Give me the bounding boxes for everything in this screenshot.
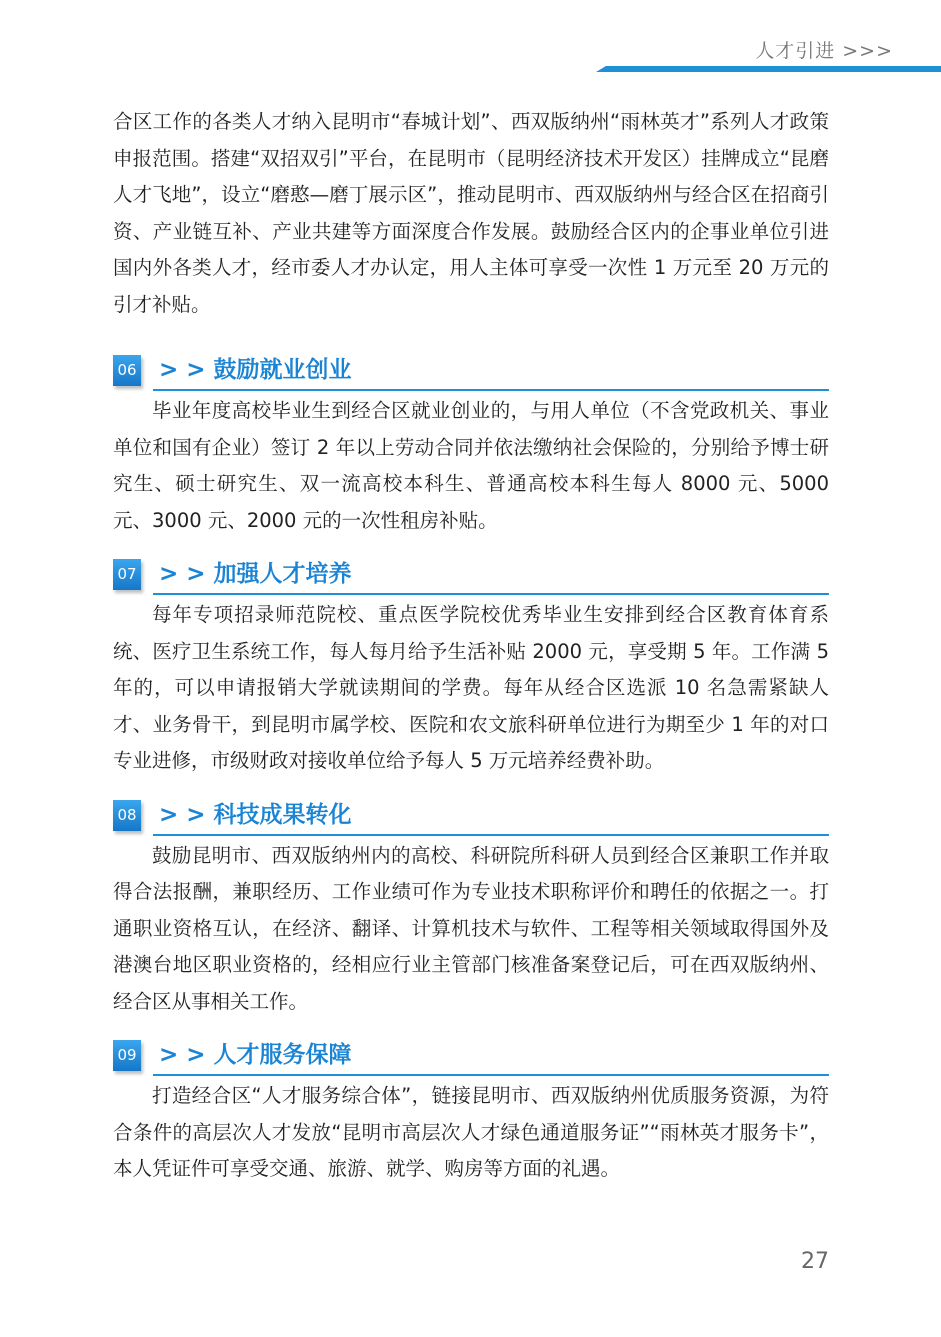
section-number-badge: 09 — [113, 1040, 141, 1071]
section-heading — [113, 1038, 829, 1076]
section-number-badge: 08 — [113, 800, 141, 831]
section-07 — [113, 557, 829, 780]
section-underline — [153, 834, 829, 836]
section-paragraph: 鼓励昆明市、西双版纳州内的高校、科研院所科研人员到经合区兼职工作并取得合法报酬，兼职经历、工作业绩可作为专业技术职称评价和聘任的依据之一。打通职业资格互认，在经济、翻译、计算机技术与软件、工程等相关领域取得国外及港澳台地区职业资格的，经相应行业主管部门核准备案登记后，可在西双版纳州、经合区从事相关工作。 — [113, 843, 829, 1013]
page-content — [113, 104, 829, 1188]
section-number-badge: 07 — [113, 559, 141, 590]
page-header-title: 人才引进 >>> — [755, 40, 893, 62]
section-08 — [113, 798, 829, 1021]
intro-paragraph: 合区工作的各类人才纳入昆明市“春城计划”、西双版纳州“雨林英才”系列人才政策申报范围。搭建“双招双引”平台，在昆明市（昆明经济技术开发区）挂牌成立“昆磨人才飞地”，设立“磨憨—磨丁展示区”，推动昆明市、西双版纳州与经合区在招商引资、产业链互补、产业共建等方面深度合作发展。鼓励经合区内的企事业单位引进国内外各类人才，经市委人才办认定，用人主体可享受一次性 1 万元至 20 万元的引才补贴。 — [113, 110, 829, 316]
section-title: > > 人才服务保障 — [159, 1042, 352, 1068]
section-title: > > 科技成果转化 — [159, 801, 352, 828]
section-underline — [153, 389, 829, 391]
section-title: > > 鼓励就业创业 — [159, 357, 352, 383]
section-underline — [153, 593, 829, 595]
section-09 — [113, 1038, 829, 1188]
section-heading — [113, 798, 829, 836]
section-paragraph: 打造经合区“人才服务综合体”，链接昆明市、西双版纳州优质服务资源，为符合条件的高层次人才发放“昆明市高层次人才绿色通道服务证”“雨林英才服务卡”，本人凭证件可享受交通、旅游、就学、购房等方面的礼遇。 — [113, 1084, 829, 1180]
section-heading — [113, 353, 829, 391]
section-paragraph: 每年专项招录师范院校、重点医学院校优秀毕业生安排到经合区教育体育系统、医疗卫生系统工作，每人每月给予生活补贴 2000 元，享受期 5 年。工作满 5 年的，可以申请报销大学就读期间的学费。每年从经合区选派 10 名急需紧缺人才、业务骨干，到昆明市属学校、医院和农文旅科研单位进行为期至少 1 年的对口专业进修，市级财政对接收单位给予每人 5 万元培养经费补助。 — [113, 603, 829, 772]
section-underline — [153, 1074, 829, 1076]
section-number-badge: 06 — [113, 355, 141, 386]
section-heading — [113, 557, 829, 595]
page-number: 27 — [801, 1249, 829, 1274]
section-paragraph: 毕业年度高校毕业生到经合区就业创业的，与用人单位（不含党政机关、事业单位和国有企业）签订 2 年以上劳动合同并依法缴纳社会保险的，分别给予博士研究生、硕士研究生、双一流高校本科生、普通高校本科生每人 8000 元、5000 元、3000 元、2000 元的一次性租房补贴。 — [113, 399, 829, 532]
section-title: > > 加强人才培养 — [159, 561, 352, 587]
section-06 — [113, 353, 829, 539]
header-accent-rule — [596, 66, 941, 72]
